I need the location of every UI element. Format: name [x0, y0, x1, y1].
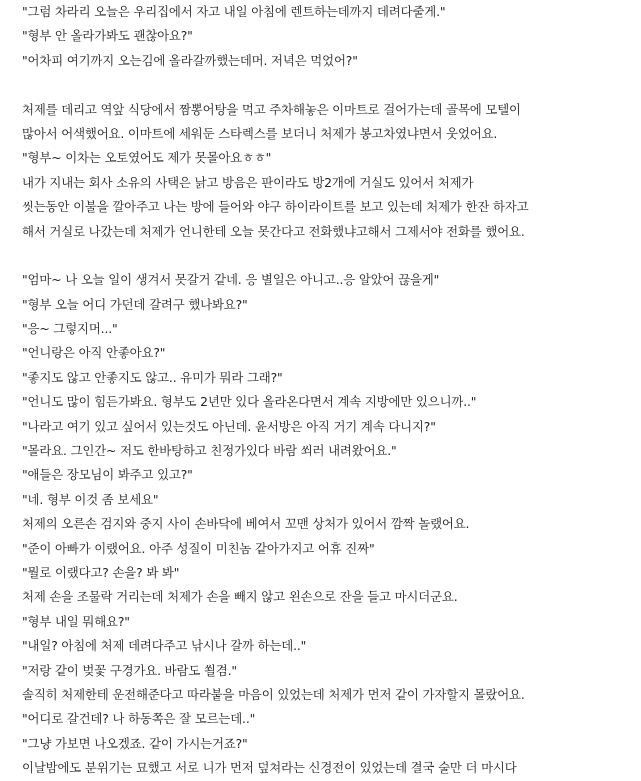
text-line: "언니도 많이 힘든가봐요. 형부도 2년만 있다 올라온다면서 계속 지방에만 있으니까.." — [22, 394, 477, 410]
text-line: 많아서 어색했어요. 이마트에 세워둔 스타렉스를 보더니 처제가 봉고차였냐면서 웃었어요. — [22, 125, 498, 141]
text-line: 솔직히 처제한테 운전해준다고 따라붙을 마음이 있었는데 처제가 먼저 같이 가자할지 몰랐어요. — [22, 686, 525, 702]
text-line: "그냥 가보면 나오겠죠. 같이 가시는거죠?" — [22, 735, 248, 751]
text-line: "몰라요. 그인간~ 저도 한바탕하고 친정가있다 바람 쐬러 내려왔어요." — [22, 443, 397, 459]
paragraph — [22, 0, 641, 73]
text-line: "엄마~ 나 오늘 일이 생겨서 못갈거 같네. 응 별일은 아니고..응 알았어 끊을게" — [22, 272, 440, 288]
text-line: "애들은 장모님이 봐주고 있고?" — [22, 467, 193, 483]
text-line: 처제 손을 조물락 거리는데 처제가 손을 빼지 않고 왼손으로 잔을 들고 마시더군요. — [22, 589, 458, 605]
text-line: "좋지도 않고 안좋지도 않고.. 유미가 뭐라 그래?" — [22, 369, 283, 385]
text-line: "내일? 아침에 처제 데려다주고 낚시나 갈까 하는데.." — [22, 638, 307, 654]
text-line: 내가 지내는 회사 소유의 사택은 낡고 방음은 판이라도 방2개에 거실도 있어서 처제가 — [22, 174, 474, 190]
text-line: "저랑 같이 벚꽃 구경가요. 바람도 쐴겸." — [22, 662, 237, 678]
text-line: "나라고 여기 있고 싶어서 있는것도 아닌데. 윤서방은 아직 거기 계속 다니지?" — [22, 418, 436, 434]
paragraph-gap — [22, 73, 641, 97]
text-line: "형부~ 이차는 오토였어도 제가 못몰아요ㅎㅎ" — [22, 150, 272, 166]
text-line: "네. 형부 이것 좀 보세요" — [22, 491, 159, 507]
text-line: "형부 오늘 어디 가던데 갈려구 했나봐요?" — [22, 296, 248, 312]
text-line: "그럼 차라리 오늘은 우리집에서 자고 내일 아침에 렌트하는데까지 데려다줄게." — [22, 4, 446, 19]
text-line: "응~ 그렇지머..." — [22, 321, 118, 337]
paragraph — [22, 98, 641, 244]
text-line: "어디로 갈건데? 나 하동쪽은 잘 모르는데.." — [22, 711, 256, 727]
text-line: "형부 내일 뭐해요?" — [22, 613, 130, 629]
paragraph-gap — [22, 244, 641, 268]
text-line: "형부 안 올라가봐도 괜찮아요?" — [22, 28, 193, 44]
paragraph — [22, 268, 641, 780]
text-line: "어차피 여기까지 오는김에 올라갈까했는데머. 저녁은 먹었어?" — [22, 52, 358, 68]
text-line: "준이 아빠가 이랬어요. 아주 성질이 미친놈 같아가지고 어휴 진짜" — [22, 540, 375, 556]
text-line: 처제의 오른손 검지와 중지 사이 손바닥에 베여서 꼬맨 상처가 있어서 깜짝 놀랬어요. — [22, 516, 470, 532]
text-line: 처제를 데리고 역앞 식당에서 짬뽕어탕을 먹고 주차해놓은 이마트로 걸어가는데 골목에 모텔이 — [22, 101, 521, 117]
text-line: 해서 거실로 나갔는데 처제가 언니한테 오늘 못간다고 전화했냐고해서 그제서야 전화를 했어요. — [22, 223, 525, 239]
text-line: "언니랑은 아직 안좋아요?" — [22, 345, 166, 361]
text-line: "뭘로 이랬다고? 손을? 봐 봐" — [22, 564, 180, 580]
text-line: 이날밤에도 분위기는 묘했고 서로 니가 먼저 덮쳐라는 신경전이 있었는데 결국 술만 더 마시다 — [22, 760, 517, 776]
text-line: 씻는동안 이불을 깔아주고 나는 방에 들어와 야구 하이라이트를 보고 있는데 처제가 한잔 하자고 — [22, 199, 529, 215]
